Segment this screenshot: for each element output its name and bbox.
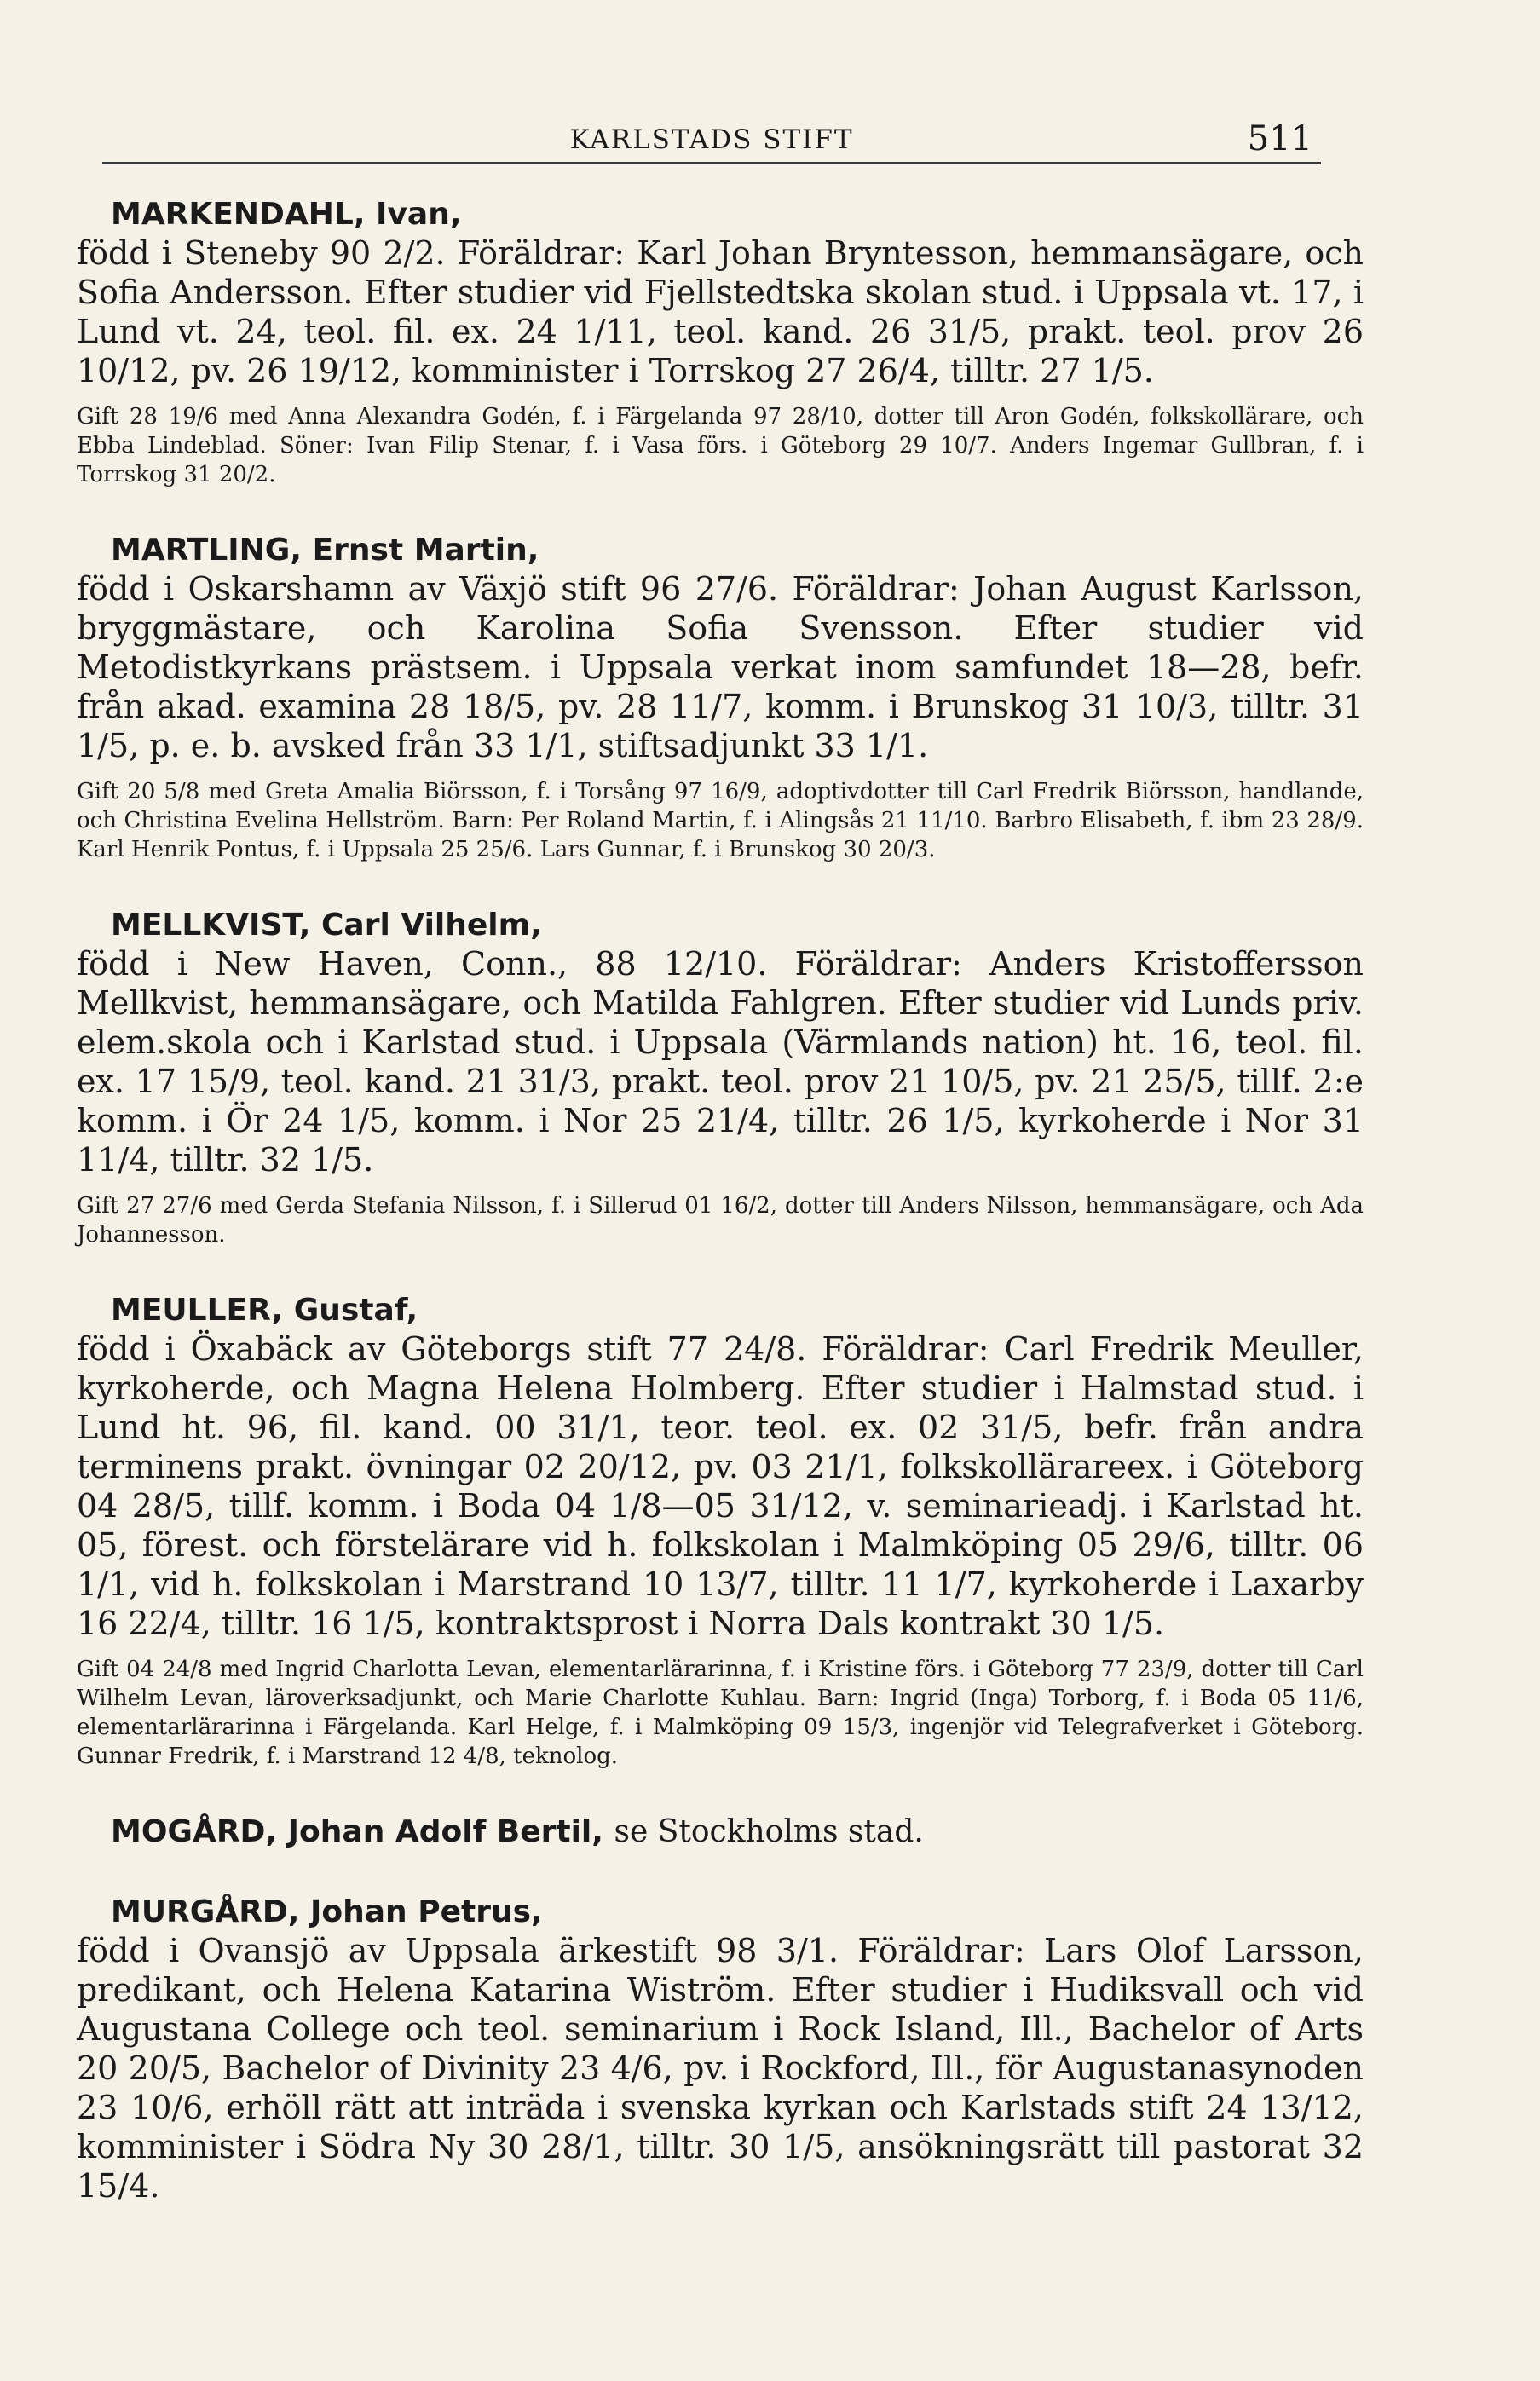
page-number: 511 (1247, 119, 1312, 159)
entry-family: Gift 27 27/6 med Gerda Stefania Nilsson, f. i Sillerud 01 16/2, dotter till Anders Nilsson, hemmansägare, och Ada Johannesson. (77, 1193, 1364, 1248)
entry-meuller (77, 1292, 1364, 1771)
entry-name-with-reference (111, 1813, 1364, 1851)
entry-biography: född i Ovansjö av Uppsala ärkestift 98 3/1. Föräldrar: Lars Olof Larsson, predikant, och Helena Katarina Wiström. Efter studier i Hudiksvall och vid Augustana College och teol. seminarium i Rock Island, Ill., Bachelor of Arts 20 20/5, Bachelor of Divinity 23 4/6, pv. i Rockford, Ill., för Augustanasynoden 23 10/6, erhöll rätt att inträda i svenska kyrkan och Karlstads stift 24 13/12, komminister i Södra Ny 30 28/1, tilltr. 30 1/5, ansökningsrätt till pastorat 32 15/4. (77, 1932, 1364, 2205)
running-title: KARLSTADS STIFT (569, 124, 854, 155)
entry-murgard (77, 1894, 1364, 2205)
entry-biography: född i Steneby 90 2/2. Föräldrar: Karl Johan Bryntesson, hemmansägare, och Sofia Andersson. Efter studier vid Fjellstedtska skolan stud. i Uppsala vt. 17, i Lund vt. 24, teol. fil. ex. 24 1/11, teol. kand. 26 31/5, prakt. teol. prov 26 10/12, pv. 26 19/12, komminister i Torrskog 27 26/4, tilltr. 27 1/5. (77, 234, 1364, 389)
entry-name: MELLKVIST, Carl Vilhelm, (111, 908, 542, 943)
entry-name: MURGÅRD, Johan Petrus, (111, 1894, 543, 1929)
entries (77, 196, 1364, 2248)
entry-biography: född i New Haven, Conn., 88 12/10. Föräldrar: Anders Kristoffersson Mellkvist, hemmansägare, och Matilda Fahlgren. Efter studier vid Lunds priv. elem.skola och i Karlstad stud. i Uppsala (Värmlands nation) ht. 16, teol. fil. ex. 17 15/9, teol. kand. 21 31/3, prakt. teol. prov 21 10/5, pv. 21 25/5, tillf. 2:e komm. i Ör 24 1/5, komm. i Nor 25 21/4, tilltr. 26 1/5, kyrkoherde i Nor 31 11/4, tilltr. 32 1/5. (77, 945, 1364, 1179)
entry-name: MARKENDAHL, Ivan, (111, 197, 462, 232)
entry-name: MEULLER, Gustaf, (111, 1293, 418, 1328)
entry-biography: född i Öxabäck av Göteborgs stift 77 24/8. Föräldrar: Carl Fredrik Meuller, kyrkoherde, och Magna Helena Holmberg. Efter studier i Halmstad stud. i Lund ht. 96, fil. kand. 00 31/1, teor. teol. ex. 02 31/5, befr. från andra terminens prakt. övningar 02 20/12, pv. 03 21/1, folkskollärareex. i Göteborg 04 28/5, tillf. komm. i Boda 04 1/8—05 31/12, v. seminarieadj. i Karlstad ht. 05, förest. och förstelärare vid h. folkskolan i Malmköping 05 29/6, tilltr. 06 1/1, vid h. folkskolan i Marstrand 10 13/7, tilltr. 11 1/7, kyrkoherde i Laxarby 16 22/4, tilltr. 16 1/5, kontraktsprost i Norra Dals kontrakt 30 1/5. (77, 1330, 1364, 1642)
entry-markendahl (77, 196, 1364, 489)
entry-family: Gift 20 5/8 med Greta Amalia Biörsson, f. i Torsång 97 16/9, adoptivdotter till Carl Fredrik Biörsson, handlande, och Christina Evelina Hellström. Barn: Per Roland Martin, f. i Alingsås 21 11/10. Barbro Elisabeth, f. ibm 23 28/9. Karl Henrik Pontus, f. i Uppsala 25 25/6. Lars Gunnar, f. i Brunskog 30 20/3. (77, 779, 1364, 862)
running-header (102, 101, 1321, 164)
entry-family: Gift 28 19/6 med Anna Alexandra Godén, f. i Färgelanda 97 28/10, dotter till Aron Godén, folkskollärare, och Ebba Lindeblad. Söner: Ivan Filip Stenar, f. i Vasa förs. i Göteborg 29 10/7. Anders Ingemar Gullbran, f. i Torrskog 31 20/2. (77, 404, 1364, 487)
entry-martling (77, 532, 1364, 864)
entry-name: MOGÅRD, Johan Adolf Bertil, (111, 1814, 603, 1849)
cross-reference: se Stockholms stad. (614, 1814, 924, 1849)
entry-biography: född i Oskarshamn av Växjö stift 96 27/6. Föräldrar: Johan August Karlsson, bryggmästare, och Karolina Sofia Svensson. Efter studier vid Metodistkyrkans prästsem. i Uppsala verkat inom samfundet 18—28, befr. från akad. examina 28 18/5, pv. 28 11/7, komm. i Brunskog 31 10/3, tilltr. 31 1/5, p. e. b. avsked från 33 1/1, stiftsadjunkt 33 1/1. (77, 570, 1364, 764)
entry-name: MARTLING, Ernst Martin, (111, 533, 539, 568)
entry-family: Gift 04 24/8 med Ingrid Charlotta Levan, elementarlärarinna, f. i Kristine förs. i Göteborg 77 23/9, dotter till Carl Wilhelm Levan, läroverksadjunkt, och Marie Charlotte Kuhlau. Barn: Ingrid (Inga) Torborg, f. i Boda 05 11/6, elementarlärarinna i Färgelanda. Karl Helge, f. i Malmköping 09 15/3, ingenjör vid Telegrafverket i Göteborg. Gunnar Fredrik, f. i Marstrand 12 4/8, teknolog. (77, 1657, 1364, 1769)
entry-mogard (77, 1813, 1364, 1851)
entry-mellkvist (77, 907, 1364, 1249)
